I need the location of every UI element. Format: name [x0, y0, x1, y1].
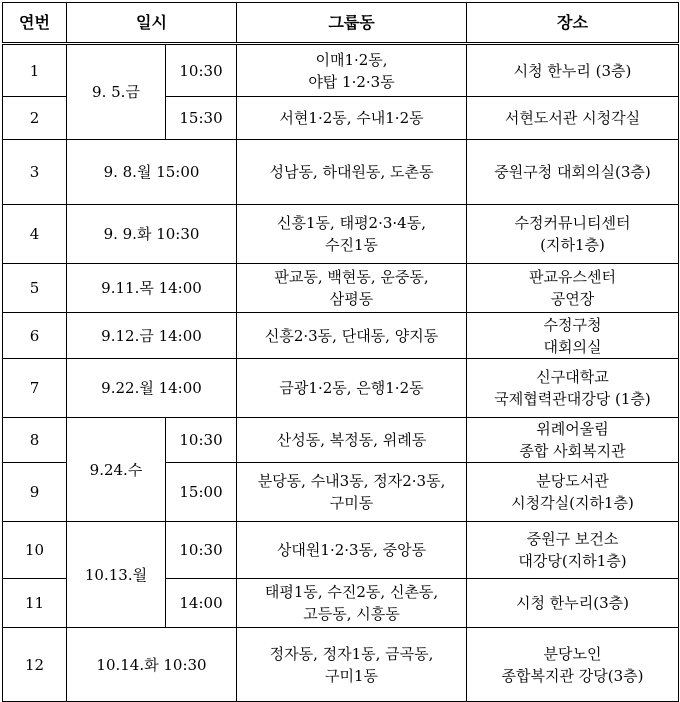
row-place: [467, 628, 679, 702]
place-line: (지하1층): [540, 236, 605, 254]
row-place: [467, 140, 679, 205]
place-line: 종합 사회복지관: [519, 442, 626, 460]
group-line: 정자동, 정자1동, 금곡동,: [269, 644, 434, 663]
row-no: 3: [3, 140, 67, 205]
row-group: [237, 205, 467, 264]
row-no: 11: [3, 579, 67, 628]
row-no: 1: [3, 44, 67, 97]
row-group: [237, 359, 467, 418]
table-row: [3, 359, 679, 418]
row-group: [237, 97, 467, 140]
row-place: [467, 579, 679, 628]
schedule-table: [2, 2, 679, 702]
group-line: 고등동, 시흥동: [303, 605, 400, 623]
row-date: 9. 5.금: [67, 44, 166, 140]
table-row: [3, 313, 679, 359]
row-no: 4: [3, 205, 67, 264]
row-time: 10:30: [166, 44, 237, 97]
row-no: 6: [3, 313, 67, 359]
place-line: 시청 한누리(3층): [516, 594, 629, 612]
row-no: 12: [3, 628, 67, 702]
row-datetime: 9. 8.월 15:00: [67, 140, 237, 205]
row-group: [237, 418, 467, 463]
row-time: 15:00: [166, 463, 237, 522]
place-line: 수정커뮤니티센터: [514, 214, 631, 232]
place-line: 판교유스센터: [529, 268, 616, 286]
header-no: 연번: [3, 3, 67, 44]
group-line: 이매1·2동,: [315, 50, 388, 69]
row-group: [237, 628, 467, 702]
table-row: [3, 522, 679, 579]
place-line: 수정구청: [543, 315, 602, 334]
row-group: [237, 44, 467, 97]
group-line: 금광1·2동, 은행1·2동: [279, 379, 424, 397]
place-line: 대강당(지하1층): [518, 552, 627, 570]
place-line: 종합복지관 강당(3층): [501, 666, 644, 685]
place-line: 중원구 보건소: [526, 530, 619, 548]
row-time: 10:30: [166, 418, 237, 463]
row-no: 5: [3, 264, 67, 313]
row-time: 15:30: [166, 97, 237, 140]
place-line: 신구대학교: [536, 368, 609, 386]
row-no: 2: [3, 97, 67, 140]
row-group: [237, 463, 467, 522]
group-line: 태평1동, 수진2동, 신촌동,: [264, 583, 439, 601]
row-group: [237, 579, 467, 628]
table-row: [3, 418, 679, 463]
place-line: 공연장: [550, 290, 595, 308]
row-time: 14:00: [166, 579, 237, 628]
row-group: [237, 264, 467, 313]
row-place: [467, 313, 679, 359]
row-place: [467, 97, 679, 140]
group-line: 산성동, 복정동, 위례동: [276, 431, 427, 449]
row-group: [237, 522, 467, 579]
header-group: 그룹동: [237, 3, 467, 44]
table-row: [3, 205, 679, 264]
table-row: [3, 264, 679, 313]
table-row: [3, 140, 679, 205]
row-datetime: 9. 9.화 10:30: [67, 205, 237, 264]
row-datetime: 9.22.월 14:00: [67, 359, 237, 418]
row-no: 10: [3, 522, 67, 579]
row-datetime: 9.12.금 14:00: [67, 313, 237, 359]
table-header: [3, 3, 679, 44]
row-datetime: 10.14.화 10:30: [67, 628, 237, 702]
row-place: [467, 205, 679, 264]
row-no: 8: [3, 418, 67, 463]
group-line: 야탑 1·2·3동: [308, 72, 395, 91]
group-line: 상대원1·2·3동, 중앙동: [276, 541, 427, 559]
group-line: 분당동, 수내3동, 정자2·3동,: [257, 472, 446, 490]
group-line: 구미1동: [325, 666, 379, 685]
row-place: [467, 44, 679, 97]
row-place: [467, 359, 679, 418]
row-time: 10:30: [166, 522, 237, 579]
row-no: 9: [3, 463, 67, 522]
row-place: [467, 264, 679, 313]
place-line: 시청 한누리 (3층): [513, 61, 632, 80]
group-line: 삼평동: [329, 290, 374, 308]
group-line: 수진1동: [325, 236, 379, 254]
row-place: [467, 418, 679, 463]
group-line: 신흥1동, 태평2·3·4동,: [277, 214, 426, 232]
row-group: [237, 313, 467, 359]
place-line: 중원구청 대회의실(3층): [494, 163, 651, 181]
place-line: 분당도서관: [536, 472, 609, 490]
group-line: 신흥2·3동, 단대동, 양지동: [264, 326, 439, 345]
group-line: 성남동, 하대원동, 도촌동: [269, 163, 434, 181]
row-place: [467, 463, 679, 522]
group-line: 서현1·2동, 수내1·2동: [279, 109, 424, 127]
place-line: 대회의실: [543, 337, 602, 356]
row-date: 10.13.월: [67, 522, 166, 628]
header-place: 장소: [467, 3, 679, 44]
place-line: 위례어울림: [536, 420, 609, 438]
place-line: 국제협력관대강당 (1층): [494, 390, 651, 408]
place-line: 서현도서관 시청각실: [504, 109, 641, 127]
group-line: 구미동: [329, 494, 374, 512]
header-datetime: 일시: [67, 3, 237, 44]
row-group: [237, 140, 467, 205]
group-line: 판교동, 백현동, 운중동,: [274, 268, 429, 286]
row-place: [467, 522, 679, 579]
row-date: 9.24.수: [67, 418, 166, 522]
row-no: 7: [3, 359, 67, 418]
table-body: [3, 44, 679, 702]
row-datetime: 9.11.목 14:00: [67, 264, 237, 313]
table-row: [3, 628, 679, 702]
place-line: 시청각실(지하1층): [511, 494, 634, 512]
table-row: [3, 44, 679, 97]
place-line: 분당노인: [543, 644, 602, 663]
